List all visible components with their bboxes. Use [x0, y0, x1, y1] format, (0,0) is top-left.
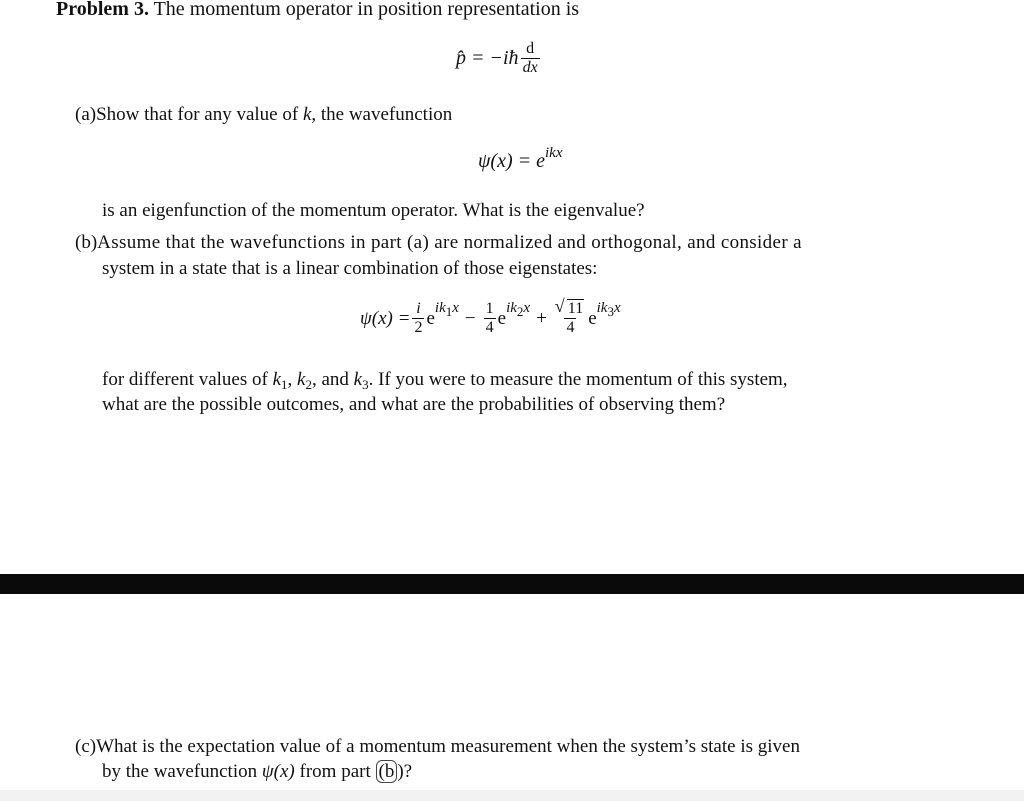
problem-heading [56, 0, 579, 21]
term3-radicand: 11 [567, 300, 584, 317]
plus-sign: + [536, 307, 547, 329]
psi-symbol: ψ(x) [261, 761, 295, 782]
plane-wave-exponent: ikx [545, 145, 563, 161]
term3-exp-x: x [613, 300, 621, 316]
term3-exp-ik: ik [596, 300, 608, 316]
term2-exponent [506, 300, 530, 317]
sqrt-symbol [557, 300, 584, 318]
eq1-fraction [521, 40, 540, 77]
term1-num: i [416, 300, 421, 317]
term2-num: 1 [485, 300, 494, 317]
part-c-line2 [102, 761, 412, 783]
bottom-edge [0, 790, 1024, 801]
minus-sign: − [464, 307, 476, 329]
and-text: , and [311, 369, 354, 390]
boxed-letter: b [384, 761, 395, 782]
k3-var: k [353, 369, 363, 390]
term1-fraction [412, 300, 424, 337]
term3-fraction [555, 300, 586, 337]
term1-exp-sub: 1 [445, 304, 453, 319]
term3-exp-sub: 3 [607, 304, 614, 319]
k3-sub: 3 [362, 377, 369, 392]
part-b-text3b: . If you were to measure the momentum of this system, [368, 369, 788, 390]
superposition-equation [360, 300, 621, 337]
term2-exp-sub: 2 [516, 304, 524, 319]
term2-e: e [497, 307, 507, 329]
k1-var: k [272, 369, 282, 390]
part-b-line1 [75, 232, 802, 254]
part-c-label: (c) [75, 736, 97, 757]
problem-label: Problem 3. [56, 0, 149, 20]
part-c-line1 [75, 736, 800, 758]
term3-e: e [588, 307, 597, 329]
part-a-text1: Show that for any value of [96, 104, 303, 125]
plane-wave-equation [478, 145, 563, 173]
eq1-den: dx [522, 59, 538, 76]
part-c-text2c: )? [397, 761, 413, 782]
term1-exp-ik: ik [434, 300, 446, 316]
part-a-question [75, 104, 452, 126]
term2-den: 4 [485, 319, 494, 336]
comma: , [287, 369, 298, 390]
part-a-var-k: k [302, 104, 312, 125]
k1-sub: 1 [281, 377, 288, 392]
part-b-text1: Assume that the wavefunctions in part (a) are normalized and orthogonal, and consider a [97, 232, 802, 253]
term1-den: 2 [414, 319, 423, 336]
part-c-text2a: by the wavefunction [102, 761, 262, 782]
k2-sub: 2 [305, 377, 312, 392]
term1-exponent [435, 300, 459, 317]
term2-fraction [484, 300, 496, 337]
term2-exp-ik: ik [506, 300, 517, 316]
term2-exp-x: x [523, 300, 531, 316]
part-b-line4: what are the possible outcomes, and what are the probabilities of observing them? [102, 394, 726, 415]
part-b-text3a: for different values of [102, 369, 273, 390]
open-paren: ( [378, 761, 385, 782]
part-b-line3 [102, 369, 788, 391]
part-c-text2b: from part [294, 761, 376, 782]
plane-wave-lhs: ψ(x) = e [478, 150, 545, 172]
part-b-line2: system in a state that is a linear combination of those eigenstates: [102, 258, 598, 279]
part-b-label: (b) [75, 232, 98, 253]
eq1-num: d [526, 40, 535, 57]
superposition-lhs: ψ(x) = [360, 307, 411, 329]
term3-exponent [597, 300, 621, 317]
part-a-label: (a) [75, 104, 97, 125]
term1-e: e [426, 307, 435, 329]
part-a-eigen-question: is an eigenfunction of the momentum operator. What is the eigenvalue? [102, 200, 645, 221]
problem-intro: The momentum operator in position representation is [153, 0, 580, 20]
page-divider [0, 574, 1024, 594]
part-b-reference-box [376, 760, 398, 783]
k2-var: k [297, 369, 306, 390]
term1-exp-x: x [452, 300, 459, 316]
momentum-operator-equation [456, 40, 542, 77]
part-c-text1: What is the expectation value of a momentum measurement when the system’s state is given [96, 736, 800, 757]
term3-den: 4 [566, 319, 575, 336]
part-a-text2: , the wavefunction [311, 104, 453, 125]
eq1-lhs: p̂ = −iħ [456, 47, 519, 69]
